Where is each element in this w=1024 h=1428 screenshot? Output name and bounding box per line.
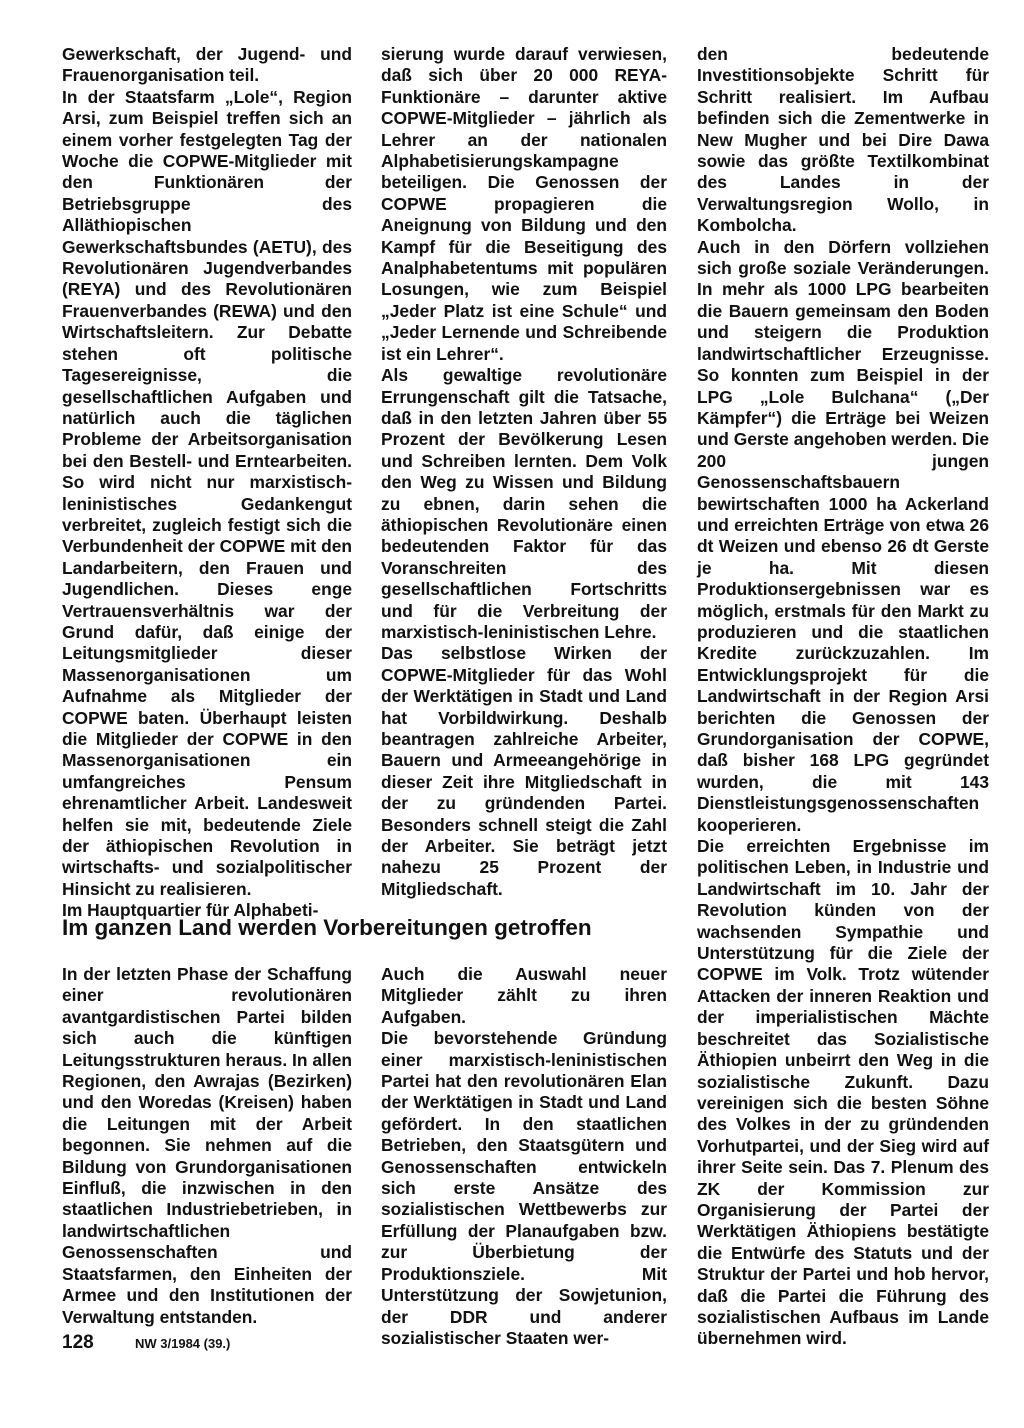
paragraph: In der letzten Phase der Schaffung einer revolutionären avantgardistischen Partei bilden sich auch die künftigen Leitungsstrukturen heraus. In allen Regionen, den Awrajas (Bezirken) und den Woredas (Kreisen) haben die Leitungen mit der Arbeit begonnen. Sie nehmen auf die Bildung von Grundorganisationen Einfluß, die inzwischen in den staatlichen Industriebetrieben, in landwirtschaftlichen Genossenschaften und Staatsfarmen, den Einheiten der Armee und den Institutionen der Verwaltung entstanden. xyxy=(62,964,352,1327)
page-number: 128 xyxy=(62,1332,94,1353)
text-column-2 xyxy=(381,44,667,900)
text-column-3 xyxy=(697,44,989,1350)
paragraph: Auch die Auswahl neuer Mitglieder zählt zu ihren Aufgaben. xyxy=(381,964,667,1027)
paragraph: Das selbstlose Wirken der COPWE-Mitglieder für das Wohl der Werktätigen in Stadt und Land hat Vorbildwirkung. Deshalb beantragen zahlreiche Arbeiter, Bauern und Armeeangehörige in dieser Zeit ihre Mitgliedschaft in der zu gründenden Partei. Besonders schnell steigt die Zahl der Arbeiter. Sie beträgt jetzt nahezu 25 Prozent der Mitgliedschaft. xyxy=(381,643,667,899)
paragraph: Im Hauptquartier für Alphabeti- xyxy=(62,900,319,921)
paragraph: In der Staatsfarm „Lole“, Region Arsi, zum Beispiel treffen sich an einem vorher festgelegten Tag der Woche die COPWE-Mitglieder mit den Funktionären der Betriebsgruppe des Alläthiopischen Gewerkschaftsbundes (AETU), des Revolutionären Jugendverbandes (REYA) und des Revolutionären Frauenverbandes (REWA) und den Wirtschaftsleitern. Zur Debatte stehen oft politische Tagesereignisse, die gesellschaftlichen Aufgaben und natürlich auch die täglichen Probleme der Arbeitsorganisation bei den Bestell- und Erntearbeiten. So wird nicht nur marxistisch-leninistisches Gedankengut verbreitet, zugleich festigt sich die Verbundenheit der COPWE mit den Landarbeitern, den Frauen und Jugendlichen. Dieses enge Vertrauensverhältnis war der Grund dafür, daß einige der Leitungsmitglieder dieser Massenorganisationen um Aufnahme als Mitglieder der COPWE baten. Überhaupt leisten die Mitglieder der COPWE in den Massenorganisationen ein umfangreiches Pensum ehrenamtlicher Arbeit. Landesweit helfen sie mit, bedeutende Ziele der äthiopischen Revolution in wirtschafts- und sozialpolitischer Hinsicht zu realisieren. xyxy=(62,86,352,899)
issue-label: NW 3/1984 (39.) xyxy=(135,1336,231,1351)
text-column-1 xyxy=(62,44,352,922)
paragraph: Die erreichten Ergebnisse im politischen Leben, in Industrie und Landwirtschaft im 10. Jahr der Revolution künden von der wachsenden Sympathie und Unterstützung für die Ziele der COPWE im Volk. Trotz wütender Attacken der inneren Reaktion und der imperialistischen Mächte beschreitet das Sozialistische Äthiopien unbeirrt den Weg in die sozialistische Zukunft. Dazu vereinigen sich die besten Söhne des Volkes in der zu gründenden Vorhutpartei, und der Sieg wird auf ihrer Seite sein. Das 7. Plenum des ZK der Kommission zur Organisierung der Partei der Werktätigen Äthiopiens bestätigte die Entwürfe des Statuts und der Struktur der Partei und hob hervor, daß die Partei die Führung des sozialistischen Aufbaus im Lande übernehmen wird. xyxy=(697,836,989,1349)
section-heading: Im ganzen Land werden Vorbereitungen getroffen xyxy=(62,915,592,940)
text-column-5 xyxy=(381,964,667,1349)
text-column-4 xyxy=(62,964,352,1328)
paragraph: sierung wurde darauf verwiesen, daß sich über 20 000 REYA-Funktionäre – darunter aktive COPWE-Mitglieder – jährlich als Lehrer an der nationalen Alphabetisierungskampagne beteiligen. Die Genossen der COPWE propagieren die Aneignung von Bildung und den Kampf für die Beseitigung des Analphabetentums mit populären Losungen, wie zum Beispiel „Jeder Platz ist eine Schule“ und „Jeder Lernende und Schreibende ist ein Lehrer“. xyxy=(381,44,667,364)
paragraph: den bedeutende Investitionsobjekte Schritt für Schritt realisiert. Im Aufbau befinden sich die Zementwerke in New Mugher und bei Dire Dawa sowie das größte Textilkombinat des Landes in der Verwaltungsregion Wollo, in Kombolcha. xyxy=(697,44,989,236)
paragraph: Die bevorstehende Gründung einer marxistisch-leninistischen Partei hat den revolutionären Elan der Werktätigen in Stadt und Land gefördert. In den staatlichen Betrieben, den Staatsgütern und Genossenschaften entwickeln sich erste Ansätze des sozialistischen Wettbewerbs zur Erfüllung der Planaufgaben bzw. zur Überbietung der Produktionsziele. Mit Unterstützung der Sowjetunion, der DDR und anderer sozialistischer Staaten wer- xyxy=(381,1028,667,1348)
paragraph: Gewerkschaft, der Jugend- und Frauenorganisation teil. xyxy=(62,44,352,86)
paragraph: Als gewaltige revolutionäre Errungenschaft gilt die Tatsache, daß in den letzten Jahren über 55 Prozent der Bevölkerung Lesen und Schreiben lernten. Dem Volk den Weg zu Wissen und Bildung zu ebnen, darin sehen die äthiopischen Revolutionäre einen bedeutenden Faktor für das Voranschreiten des gesellschaftlichen Fortschritts und für die Verbreitung der marxistisch-leninistischen Lehre. xyxy=(381,365,667,642)
paragraph: Auch in den Dörfern vollziehen sich große soziale Veränderungen. In mehr als 1000 LPG bearbeiten die Bauern gemeinsam den Boden und steigern die Produktion landwirtschaftlicher Erzeugnisse. So konnten zum Beispiel in der LPG „Lole Bulchana“ („Der Kämpfer“) die Erträge bei Weizen und Gerste angehoben werden. Die 200 jungen Genossenschaftsbauern bewirtschaften 1000 ha Ackerland und erreichten Erträge von etwa 26 dt Weizen und ebenso 26 dt Gerste je ha. Mit diesen Produktionsergebnissen war es möglich, erstmals für den Markt zu produzieren und die staatlichen Kredite zurückzuzahlen. Im Entwicklungsprojekt für die Landwirtschaft in der Region Arsi berichten die Genossen der Grundorganisation der COPWE, daß bisher 168 LPG gegründet wurden, die mit 143 Dienstleistungsgenossenschaften kooperieren. xyxy=(697,236,989,835)
